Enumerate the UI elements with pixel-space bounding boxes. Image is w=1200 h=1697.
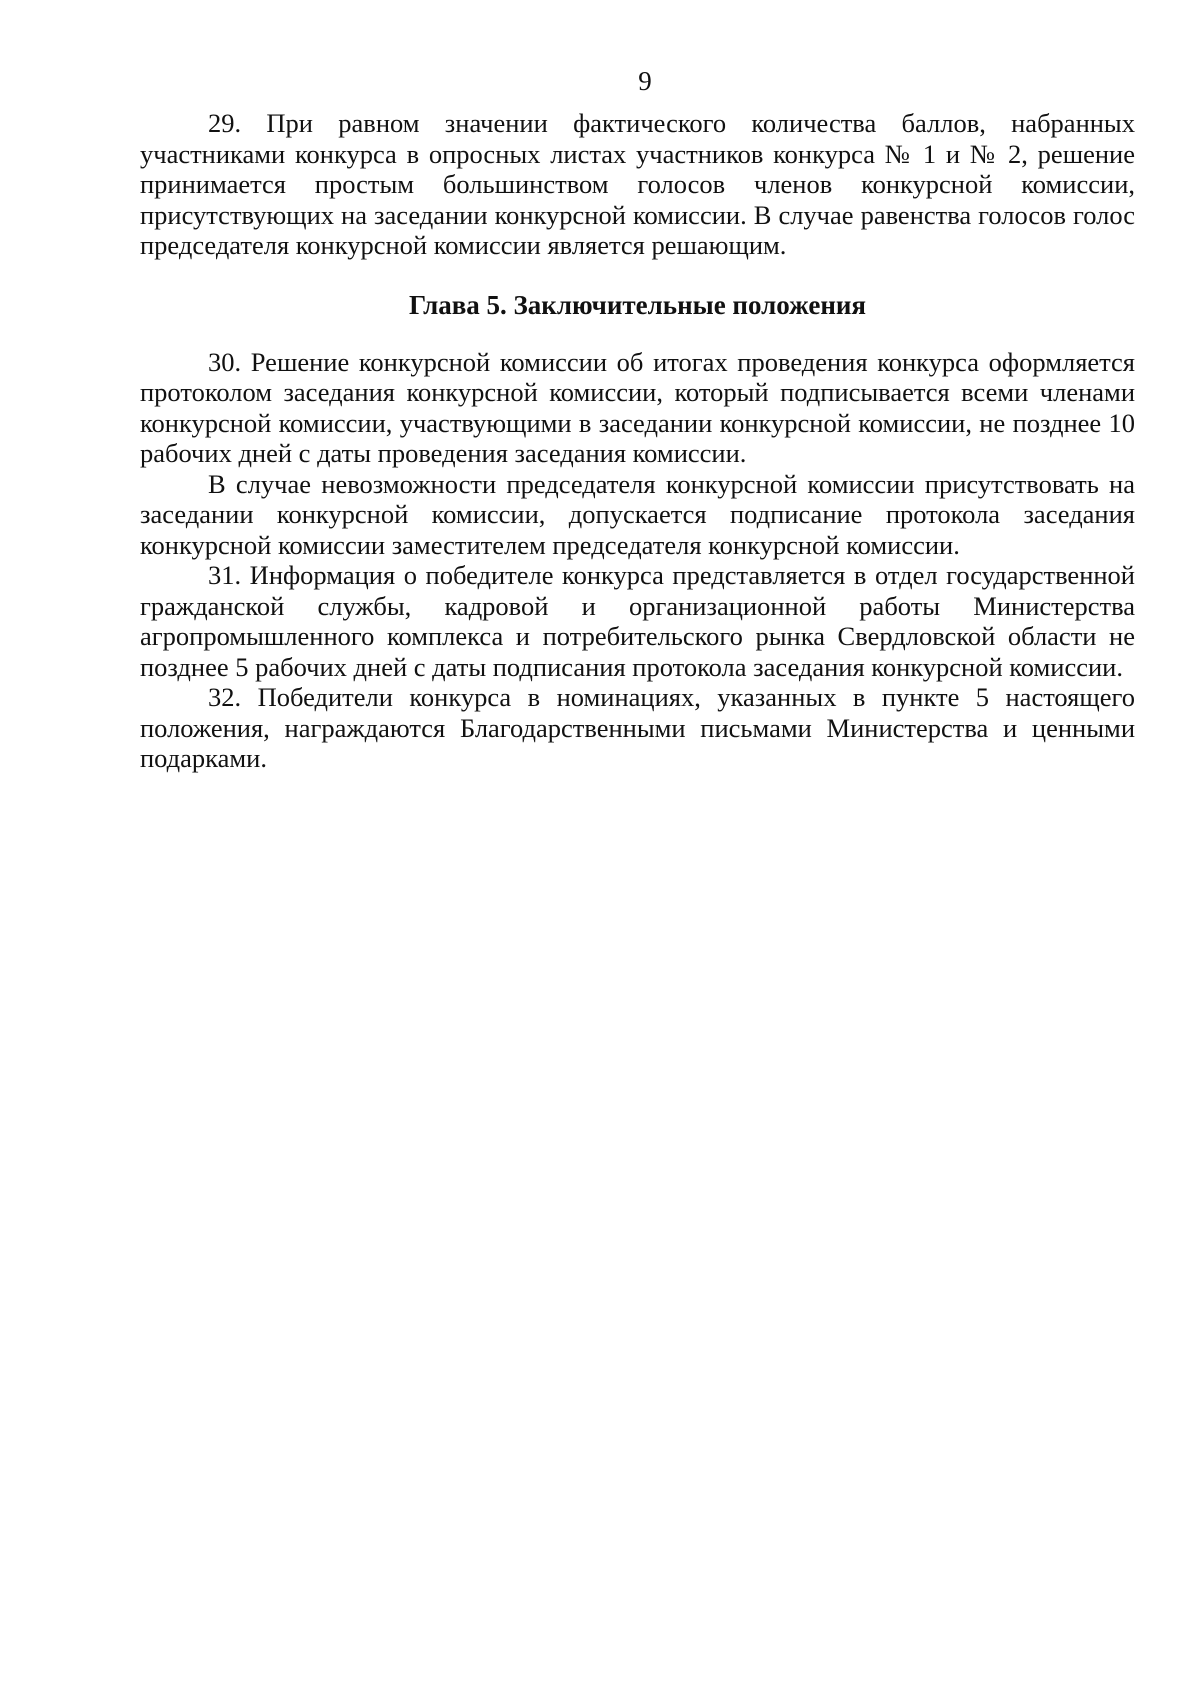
paragraph-29: 29. При равном значении фактического количества баллов, набранных участниками конкурса в опросных листах участников конкурса № 1 и № 2, решение принимается простым большинством голосов членов конкурсной комиссии, присутствующих на заседании конкурсной комиссии. В случае равенства голосов голос председателя конкурсной комиссии является решающим. [140, 108, 1135, 260]
paragraph-30-continued: В случае невозможности председателя конкурсной комиссии присутствовать на заседании конкурсной комиссии, допускается подписание протокола заседания конкурсной комиссии заместителем председателя конкурсной комиссии. [140, 468, 1135, 560]
chapter-heading: Глава 5. Заключительные положения [408, 289, 867, 320]
paragraph-32: 32. Победители конкурса в номинациях, указанных в пункте 5 настоящего положения, награждаются Благодарственными письмами Министерства и ценными подарками. [140, 682, 1135, 773]
paragraph-30: 30. Решение конкурсной комиссии об итогах проведения конкурса оформляется протоколом заседания конкурсной комиссии, который подписывается всеми членами конкурсной комиссии, участвующими в заседании конкурсной комиссии, не позднее 10 рабочих дней с даты проведения заседания комиссии. [140, 346, 1135, 468]
paragraph-31: 31. Информация о победителе конкурса представляется в отдел государственной гражданской службы, кадровой и организационной работы Министерства агропромышленного комплекса и потребительского рынка Свердловской области не позднее 5 рабочих дней с даты подписания протокола заседания конкурсной комиссии. [140, 560, 1135, 682]
document-body [140, 108, 1135, 774]
page-number: 9 [638, 66, 652, 96]
